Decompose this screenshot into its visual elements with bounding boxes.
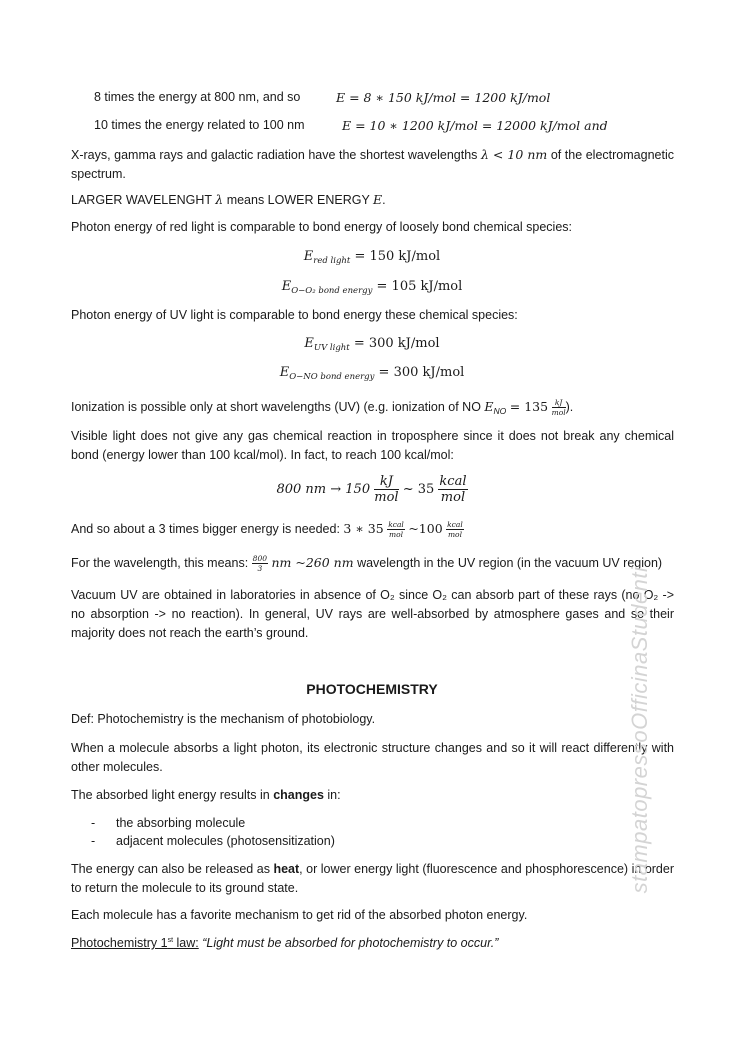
uv-light-text: Photon energy of UV light is comparable to bond energy these chemical species: [71, 308, 518, 322]
energy-800nm-line [94, 89, 300, 106]
section-title: PHOTOCHEMISTRY [306, 681, 438, 697]
first-law-label: Photochemistry 1st law: [71, 936, 199, 950]
o-no-bond-equation: $E_{O-NO bond energy} = 300$ kJ/mol [279, 365, 465, 382]
first-law-line [71, 935, 498, 952]
watermark: stampatopressoOfficinaStudenti [627, 566, 652, 894]
wavelength-inequality: λ < 10 nm [480, 147, 548, 162]
energy-conversion-equation: 800 nm → 150 $\frac{kJ}{\text{mol}}$ ~ 35 $\frac{\text{kcal}}{\text{mol}}$ [276, 474, 467, 505]
red-light-equation: $E_{red light} = 150$ kJ/mol [303, 249, 441, 266]
o-o2-bond-equation: $E_{O-O_2 bond energy} = 105$ kJ/mol [281, 279, 463, 296]
visible-light-paragraph: Visible light does not give any gas chemical reaction in troposphere since it does not break any chemical bond (energy lower than 100 kcal/mol). In fact, to reach 100 kcal/mol: [71, 429, 674, 462]
list-item: - adjacent molecules (photosensitization) [91, 834, 335, 848]
energy-100nm-line [94, 117, 305, 134]
kj-per-mol-fraction: $\frac{kJ}{\text{mol}}$ [551, 397, 566, 418]
molecule-paragraph: When a molecule absorbs a light photon, its electronic structure changes and so it will react differently with other molecules. [71, 741, 674, 774]
released-paragraph: The energy can also be released as heat, or lower energy light (fluorescence and phosphorescence) in order to return the molecule to its ground state. [71, 862, 674, 895]
energy-100nm-equation: E = 10 ∗ 1200 kJ/mol = 12000 kJ/mol and [342, 118, 608, 133]
vacuum-uv-paragraph: Vacuum UV are obtained in laboratories in absence of O₂ since O₂ can absorb part of these rays (no O₂ -> no absorption -> no reaction). In general, UV rays are well-absorbed by atmosphere gases and so their majority does not reach the earth’s ground. [71, 588, 674, 640]
favorite-mechanism-line: Each molecule has a favorite mechanism to get rid of the absorbed photon energy. [71, 908, 528, 922]
red-light-text: Photon energy of red light is comparable to bond energy of loosely bond chemical species: [71, 220, 572, 234]
wavelength-line: For the wavelength, this means: $\frac{800}{3}$ nm ~260 nm wavelength in the UV region (in the vacuum UV region) [71, 553, 663, 574]
ionization-line: Ionization is possible only at short wavelengths (UV) (e.g. ionization of NO $E_{NO} = 135$ $\frac{kJ}{\text{mol}}$ ). [71, 397, 574, 418]
larger-wavelength-line: LARGER WAVELENGHT λ means LOWER ENERGY E. [71, 192, 386, 207]
absorbed-line: The absorbed light energy results in changes in: [71, 788, 341, 802]
list-item: - the absorbing molecule [91, 816, 246, 830]
definition-line: Def: Photochemistry is the mechanism of photobiology. [71, 712, 376, 726]
energy-100nm-text: 10 times the energy related to 100 nm [94, 118, 305, 132]
bigger-energy-line: And so about a 3 times bigger energy is needed: 3 ∗ 35 $\frac{\text{kcal}}{\text{mol}}$ ~100 $\frac{\text{kcal}}{\text{mol}}$ [71, 519, 463, 540]
xrays-paragraph: X-rays, gamma rays and galactic radiation have the shortest wavelengths λ < 10 nm of the electromagnetic spectrum. [71, 147, 674, 181]
first-law-quote: “Light must be absorbed for photochemistry to occur.” [202, 936, 499, 950]
energy-800nm-equation: E = 8 ∗ 150 kJ/mol = 1200 kJ/mol [336, 90, 551, 105]
energy-800nm-text: 8 times the energy at 800 nm, and so [94, 90, 301, 104]
uv-light-equation: $E_{UV light} = 300$ kJ/mol [304, 336, 440, 353]
